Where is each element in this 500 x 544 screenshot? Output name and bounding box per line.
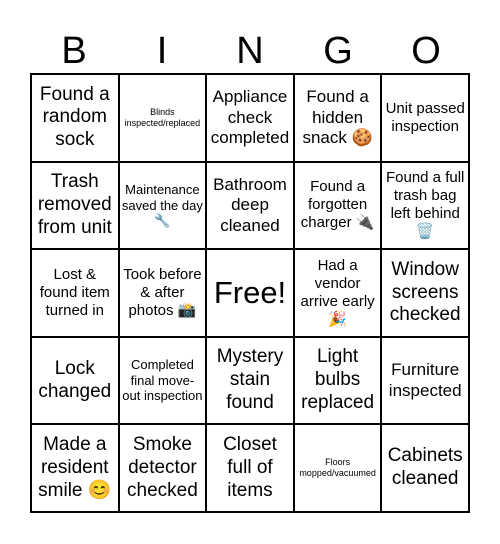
bingo-grid [30, 73, 470, 513]
bingo-cell[interactable]: Floors mopped/vacuumed [294, 424, 382, 512]
bingo-cell[interactable]: Found a full trash bag left behind 🗑️ [381, 162, 469, 250]
bingo-cell[interactable]: Window screens checked [381, 249, 469, 337]
header-letter-n: N [236, 30, 264, 72]
bingo-cell[interactable]: Found a hidden snack 🍪 [294, 74, 382, 162]
bingo-cell[interactable]: Blinds inspected/replaced [119, 74, 207, 162]
bingo-cell[interactable]: Smoke detector checked [119, 424, 207, 512]
bingo-cell[interactable]: Furniture inspected [381, 337, 469, 425]
bingo-cell[interactable]: Lost & found item turned in [31, 249, 119, 337]
bingo-cell[interactable]: Found a random sock [31, 74, 119, 162]
header-letter-b: B [61, 30, 87, 72]
bingo-header [30, 28, 470, 74]
header-letter-o: O [411, 30, 441, 72]
bingo-cell[interactable]: Had a vendor arrive early 🎉 [294, 249, 382, 337]
bingo-cell[interactable]: Completed final move-out inspection [119, 337, 207, 425]
free-space-cell[interactable]: Free! [206, 249, 294, 337]
bingo-cell[interactable]: Bathroom deep cleaned [206, 162, 294, 250]
bingo-cell[interactable]: Trash removed from unit [31, 162, 119, 250]
bingo-cell[interactable]: Appliance check completed [206, 74, 294, 162]
bingo-cell[interactable]: Cabinets cleaned [381, 424, 469, 512]
bingo-cell[interactable]: Lock changed [31, 337, 119, 425]
bingo-cell[interactable]: Maintenance saved the day 🔧 [119, 162, 207, 250]
header-letter-i: I [156, 30, 168, 72]
bingo-cell[interactable]: Unit passed inspection [381, 74, 469, 162]
bingo-cell[interactable]: Mystery stain found [206, 337, 294, 425]
bingo-cell[interactable]: Closet full of items [206, 424, 294, 512]
bingo-cell[interactable]: Found a forgotten charger 🔌 [294, 162, 382, 250]
bingo-cell[interactable]: Made a resident smile 😊 [31, 424, 119, 512]
bingo-cell[interactable]: Took before & after photos 📸 [119, 249, 207, 337]
bingo-cell[interactable]: Light bulbs replaced [294, 337, 382, 425]
header-letter-g: G [323, 30, 353, 72]
